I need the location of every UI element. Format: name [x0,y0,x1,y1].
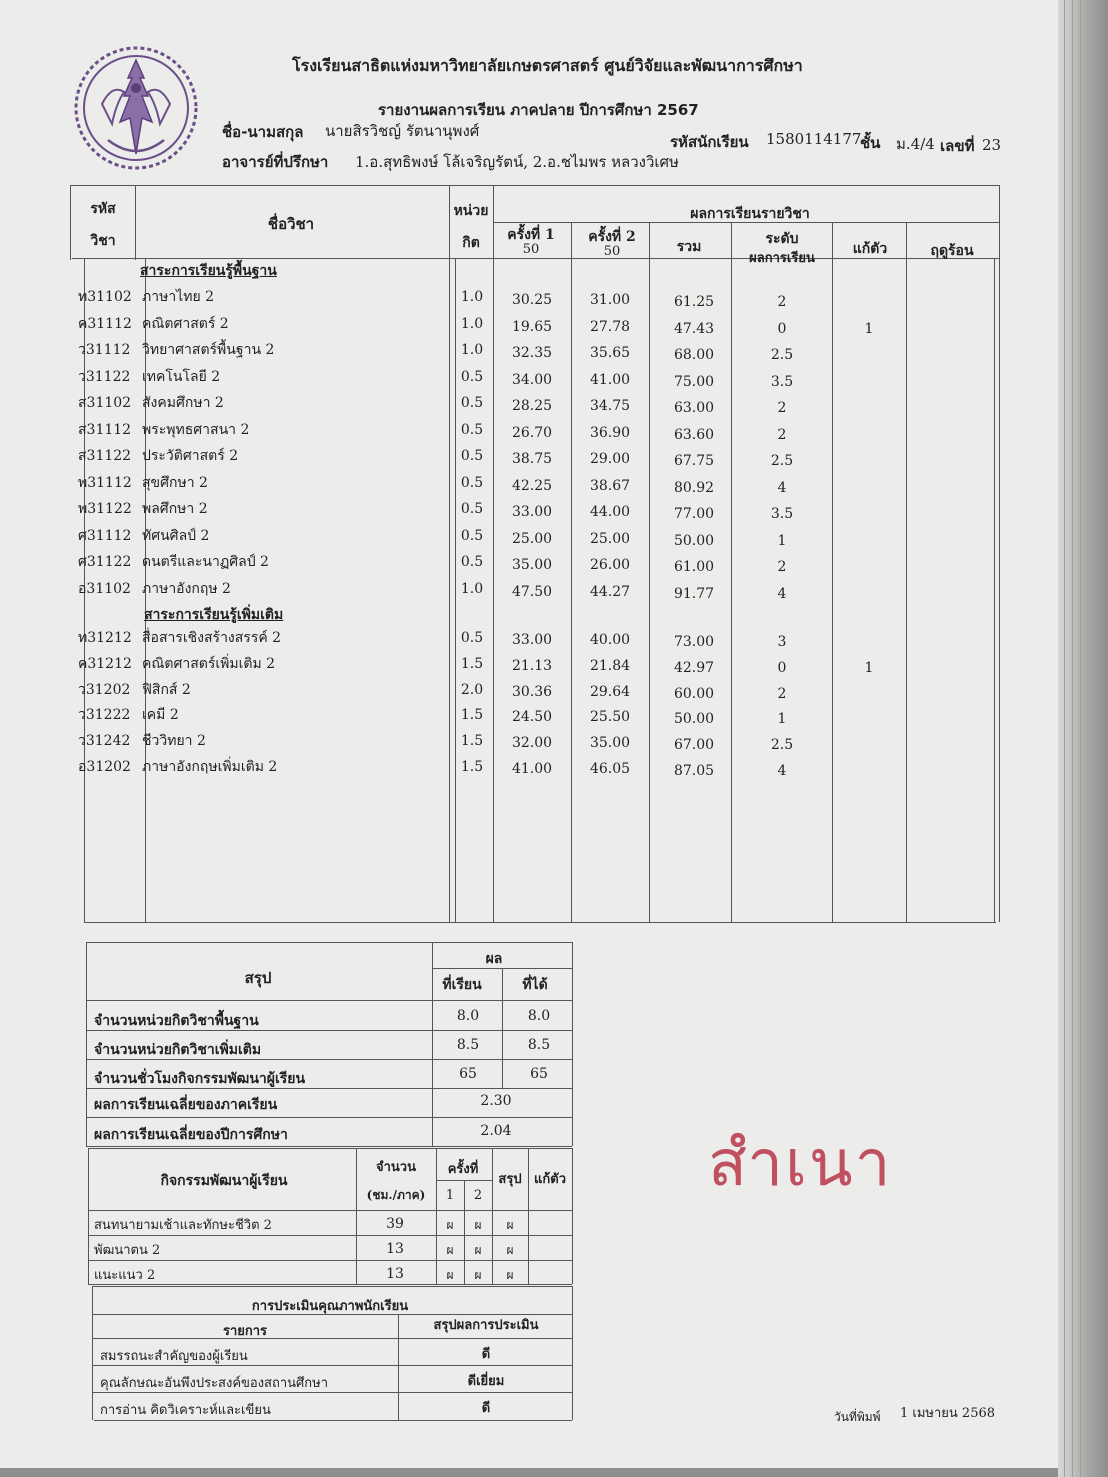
score-round2: 34.75 [589,398,631,414]
credit: 0.5 [460,630,484,646]
score-total: 50.00 [673,711,715,728]
credit: 1.5 [460,759,484,775]
header-total: รวม [676,239,702,255]
subject-name: เทคโนโลยี 2 [142,368,221,385]
header-round2-max: 50 [603,244,621,259]
summary-result: ผล [485,951,503,967]
section-additional: สาระการเรียนรู้เพิ่มเติม [144,607,284,623]
summary-earned-value: 8.5 [527,1037,551,1053]
activity-round2: ผ [474,1268,482,1282]
score-round2: 44.00 [589,504,631,520]
activities-round-2: 2 [473,1188,483,1203]
score-total: 80.92 [673,479,715,496]
subject-code: ค31212 [78,655,132,672]
score-total: 67.00 [673,737,715,754]
advisor-label: อาจารย์ที่ปรึกษา [222,153,329,171]
score-round2: 25.00 [589,530,631,547]
quality-item-header: รายการ [222,1324,268,1339]
grade-level: 2 [777,294,787,310]
score-total: 77.00 [673,506,715,522]
credit: 1.5 [460,733,484,750]
subject-name: คณิตศาสตร์เพิ่มเติม 2 [142,655,276,672]
remedial: 1 [864,320,874,337]
activity-name: แนะแนว 2 [94,1268,156,1283]
score-round2: 29.00 [589,451,631,467]
advisor-value: 1.อ.สุทธิพงษ์ โล้เจริญรัตน์, 2.อ.ชไมพร หลวงวิเศษ [355,153,679,171]
score-total: 47.43 [673,320,715,337]
print-label: วันที่พิมพ์ [834,1410,881,1424]
score-total: 63.60 [673,426,715,443]
subject-code: พ31112 [78,474,132,491]
header-credit: หน่วย [453,203,489,219]
name-value: นายสิรวิชญ์ รัตนานุพงศ์ [325,122,480,140]
score-round2: 41.00 [589,371,631,388]
subject-code: ศ31112 [78,527,132,544]
class-label: ชั้น [860,134,881,152]
subject-name: ทัศนศิลป์ 2 [142,527,210,544]
activity-round1: ผ [446,1218,454,1232]
score-total: 75.00 [673,373,715,390]
grade-level: 2 [777,400,787,416]
gpa-term-label: ผลการเรียนเฉลี่ยของภาคเรียน [94,1097,278,1113]
summary-label: จำนวนชั่วโมงกิจกรรมพัฒนาผู้เรียน [94,1071,306,1087]
score-total: 61.00 [673,559,715,575]
subject-name: พลศึกษา 2 [142,501,208,517]
summary-studied: ที่เรียน [442,977,482,993]
activity-name: พัฒนาตน 2 [94,1243,161,1258]
activity-summary: ผ [506,1218,514,1232]
header-round1-max: 50 [522,242,540,257]
summary-earned: ที่ได้ [522,977,548,993]
print-date: 1 เมษายน 2568 [900,1406,996,1421]
score-round2: 36.90 [589,424,631,441]
quality-label: คุณลักษณะอันพึงประสงค์ของสถานศึกษา [100,1376,329,1391]
header-level: ระดับ [765,231,799,247]
score-total: 67.75 [673,453,715,469]
score-round1: 30.25 [511,292,553,308]
subject-code: ว31112 [78,342,131,358]
score-round1: 35.00 [511,557,553,573]
activity-summary: ผ [506,1268,514,1282]
subject-code: ท31102 [78,289,132,305]
subject-code: ศ31122 [78,554,132,570]
activity-round1: ผ [446,1268,454,1282]
subject-code: ว31202 [78,681,131,698]
activity-name: สนทนายามเช้าและทักษะชีวิต 2 [94,1218,272,1233]
activities-amount: จำนวน [376,1160,416,1175]
score-round2: 35.00 [589,735,631,752]
number-label: เลขที่ [940,137,975,155]
header-code: รหัส [90,201,116,217]
subject-name: คณิตศาสตร์ 2 [142,315,229,332]
score-round1: 47.50 [511,583,553,600]
subject-name: สังคมศึกษา 2 [142,395,224,411]
subject-name: สื่อสารเชิงสร้างสรรค์ 2 [142,630,282,646]
score-round2: 25.50 [589,709,631,726]
subject-code: ส31122 [78,448,132,464]
quality-label: สมรรถนะสำคัญของผู้เรียน [100,1349,248,1364]
subject-code: ส31102 [78,395,132,411]
summary-earned-value: 8.0 [527,1008,551,1024]
grade-level: 1 [777,532,787,549]
credit: 0.5 [460,501,484,517]
grade-level: 2 [777,559,787,575]
header-results: ผลการเรียนรายวิชา [690,206,810,222]
copy-stamp: สำเนา [708,1127,893,1201]
score-total: 42.97 [673,659,715,676]
activity-round1: ผ [446,1243,454,1257]
subject-code: ค31112 [78,315,132,332]
section-basic: สาระการเรียนรู้พื้นฐาน [140,263,277,279]
gpa-term-value: 2.30 [480,1093,512,1109]
subject-code: อ31202 [78,759,131,775]
score-total: 61.25 [673,294,715,310]
student-id-value: 1580114177 [766,130,862,148]
header-credit-2: กิต [462,235,480,251]
subject-name: ชีววิทยา 2 [142,733,206,750]
subject-code: อ31102 [78,580,131,597]
activity-round2: ผ [474,1243,482,1257]
score-total: 50.00 [673,532,715,549]
score-round2: 44.27 [589,583,631,600]
subject-code: ท31212 [78,630,132,646]
quality-value: ดี [481,1401,491,1416]
subject-name: ภาษาไทย 2 [142,289,215,305]
credit: 1.0 [460,342,484,358]
header-round1: ครั้งที่ 1 [507,227,555,243]
subject-name: ภาษาอังกฤษเพิ่มเติม 2 [142,759,278,775]
header-remedial: แก้ตัว [852,241,888,257]
summary-label: จำนวนหน่วยกิตวิชาพื้นฐาน [94,1013,259,1029]
subject-name: ภาษาอังกฤษ 2 [142,580,231,597]
score-round1: 38.75 [511,451,553,467]
score-round1: 25.00 [511,530,553,547]
activity-hours: 39 [386,1216,404,1232]
score-total: 73.00 [673,634,715,650]
score-round1: 28.25 [511,398,553,414]
number-value: 23 [982,136,1002,154]
credit: 1.5 [460,655,484,672]
score-round2: 21.84 [589,657,631,674]
credit: 0.5 [460,448,484,464]
header-summer: ฤดูร้อน [930,243,974,259]
score-total: 68.00 [673,347,715,363]
activities-amount-unit: (ชม./ภาค) [366,1188,426,1202]
score-total: 63.00 [673,400,715,416]
gpa-year-value: 2.04 [480,1123,512,1139]
header-subject: ชื่อวิชา [267,215,315,233]
subject-code: ว31122 [78,368,131,385]
activities-summary: สรุป [498,1172,522,1187]
score-round1: 32.00 [511,735,553,752]
score-round2: 40.00 [589,632,631,648]
class-value: ม.4/4 [896,135,935,153]
quality-value: ดีเยี่ยม [467,1374,505,1389]
score-round1: 34.00 [511,371,553,388]
header-round2: ครั้งที่ 2 [588,229,636,245]
score-round1: 19.65 [511,318,553,335]
summary-label: จำนวนหน่วยกิตวิชาเพิ่มเติม [94,1042,262,1058]
subject-code: ว31222 [78,707,131,724]
grade-level: 0 [777,320,787,337]
credit: 1.0 [460,289,484,305]
school-emblem-icon [72,44,200,172]
score-round2: 38.67 [589,477,631,494]
grade-level: 2.5 [770,453,794,469]
activities-round: ครั้งที่ [447,1162,479,1177]
score-round1: 30.36 [511,683,553,700]
credit: 0.5 [460,395,484,411]
score-total: 87.05 [673,763,715,779]
score-round1: 21.13 [511,657,553,674]
credit: 2.0 [460,681,484,698]
score-round1: 42.25 [511,477,553,494]
credit: 1.0 [460,315,484,332]
grade-level: 3.5 [770,506,794,522]
credit: 0.5 [460,554,484,570]
score-total: 91.77 [673,585,715,602]
score-round1: 32.35 [511,345,553,361]
score-round1: 26.70 [511,424,553,441]
school-name: โรงเรียนสาธิตแห่งมหาวิทยาลัยเกษตรศาสตร์ ศูนย์วิจัยและพัฒนาการศึกษา [292,56,803,75]
header-level-2: ผลการเรียน [749,251,815,266]
activity-summary: ผ [506,1243,514,1257]
grade-level: 3 [777,634,787,650]
subject-code: ว31242 [78,733,131,750]
grade-level: 4 [777,763,787,779]
subject-name: ฟิสิกส์ 2 [142,681,191,698]
subject-name: พระพุทธศาสนา 2 [142,421,250,438]
activity-round2: ผ [474,1218,482,1232]
score-round1: 33.00 [511,504,553,520]
credit: 0.5 [460,474,484,491]
grade-level: 4 [777,585,787,602]
subject-code: พ31122 [78,501,132,517]
grade-level: 2 [777,426,787,443]
score-round2: 31.00 [589,292,631,308]
summary-studied-value: 65 [459,1066,477,1082]
grade-level: 3.5 [770,373,794,390]
gpa-year-label: ผลการเรียนเฉลี่ยของปีการศึกษา [94,1127,288,1143]
student-id-label: รหัสนักเรียน [670,133,749,151]
activities-remedial: แก้ตัว [534,1172,566,1187]
score-round2: 46.05 [589,761,631,777]
score-round2: 26.00 [589,557,631,573]
name-label: ชื่อ-นามสกุล [222,123,304,141]
grade-level: 4 [777,479,787,496]
grade-level: 2 [777,685,787,702]
subject-name: สุขศึกษา 2 [142,474,208,491]
summary-studied-value: 8.0 [456,1008,480,1024]
score-total: 60.00 [673,685,715,702]
score-round2: 29.64 [589,683,631,700]
subject-code: ส31112 [78,421,132,438]
score-round1: 33.00 [511,632,553,648]
credit: 1.0 [460,580,484,597]
grade-level: 2.5 [770,347,794,363]
score-round1: 41.00 [511,761,553,777]
grade-level: 2.5 [770,737,794,754]
summary-studied-value: 8.5 [456,1037,480,1053]
quality-value: ดี [481,1347,491,1362]
quality-title: การประเมินคุณภาพนักเรียน [251,1299,409,1314]
paper-stack-edge [1058,0,1108,1477]
credit: 0.5 [460,421,484,438]
subject-name: เคมี 2 [142,707,179,724]
activities-title: กิจกรรมพัฒนาผู้เรียน [160,1173,288,1189]
credit: 1.5 [460,707,484,724]
header-code-2: วิชา [90,233,116,249]
quality-label: การอ่าน คิดวิเคราะห์และเขียน [100,1403,271,1418]
remedial: 1 [864,659,874,676]
score-round2: 35.65 [589,345,631,361]
grade-level: 0 [777,659,787,676]
credit: 0.5 [460,368,484,385]
credit: 0.5 [460,527,484,544]
report-title: รายงานผลการเรียน ภาคปลาย ปีการศึกษา 2567 [378,101,699,119]
subject-name: ดนตรีและนาฏศิลป์ 2 [142,554,269,570]
quality-result-header: สรุปผลการประเมิน [433,1318,539,1333]
subject-name: วิทยาศาสตร์พื้นฐาน 2 [142,342,275,358]
summary-earned-value: 65 [530,1066,548,1082]
summary-title: สรุป [244,969,272,987]
grade-level: 1 [777,711,787,728]
activity-hours: 13 [386,1266,404,1282]
score-round2: 27.78 [589,318,631,335]
subject-name: ประวัติศาสตร์ 2 [142,448,239,464]
activity-hours: 13 [386,1241,404,1257]
activities-round-1: 1 [445,1188,455,1203]
score-round1: 24.50 [511,709,553,726]
